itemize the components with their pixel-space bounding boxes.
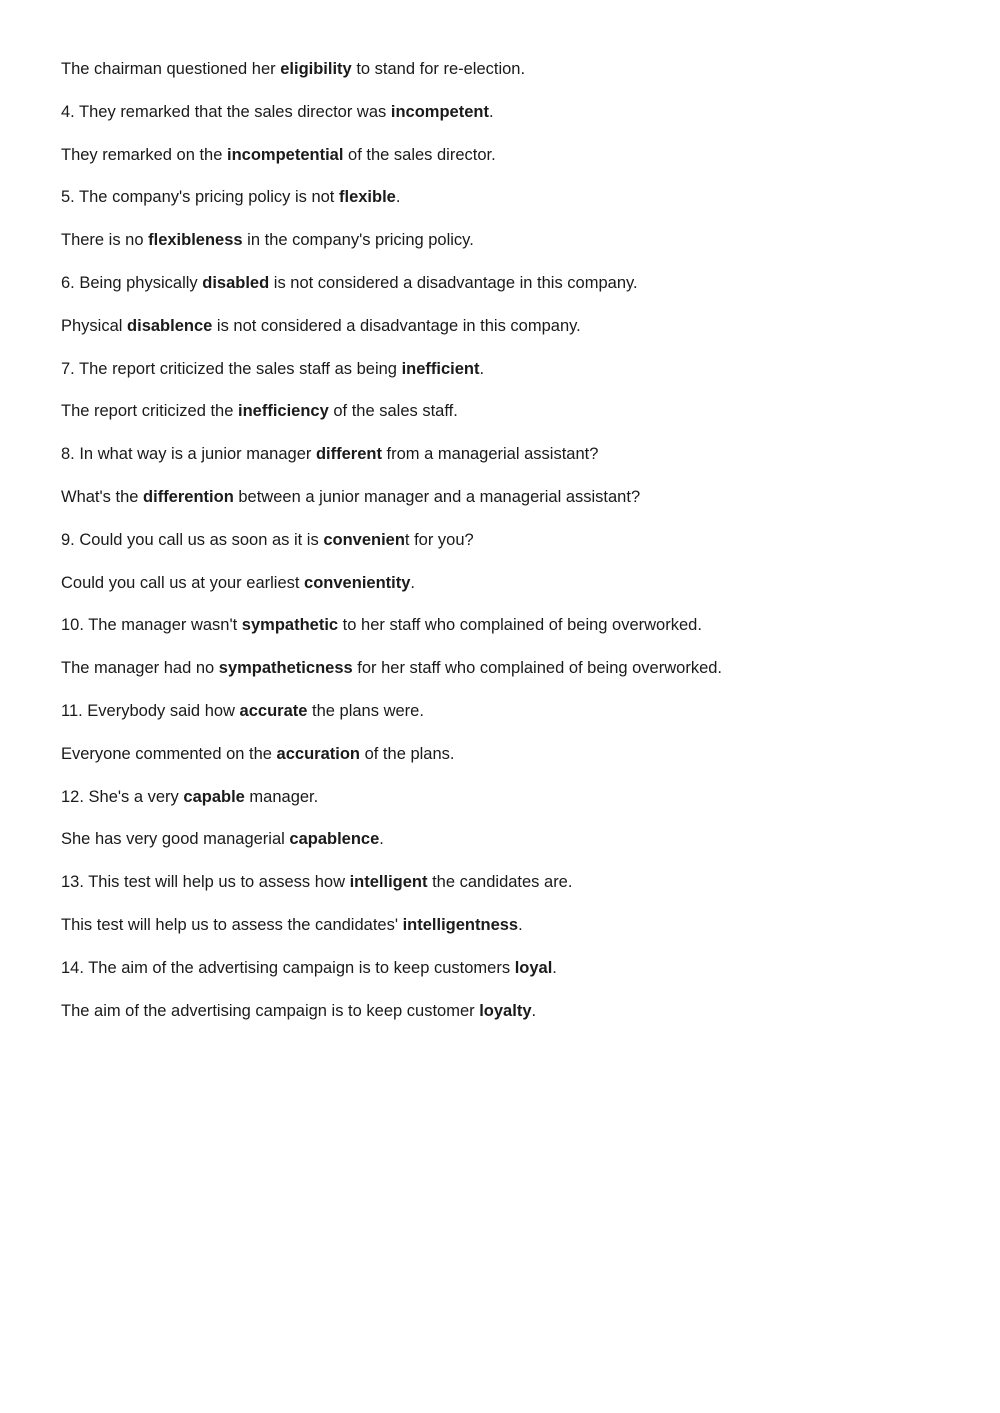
keyword: inefficient (401, 359, 480, 378)
sentence-text: is not considered a disadvantage in this company. (269, 273, 638, 292)
sentence-line (61, 1000, 961, 1022)
keyword: convenientity (304, 573, 411, 592)
sentence-text: for her staff who complained of being overworked. (352, 659, 723, 678)
sentence-line (61, 58, 961, 80)
sentence-text: 14. The aim of the advertising campaign is to keep customers (61, 958, 515, 977)
sentence-line (61, 914, 961, 936)
sentence-text: of the sales staff. (328, 402, 458, 421)
keyword: different (315, 445, 382, 464)
sentence-text: the candidates are. (427, 873, 573, 892)
sentence-text: The report criticized the (61, 402, 238, 421)
sentence-line (61, 101, 961, 123)
keyword: eligibility (280, 60, 352, 78)
sentence-text: . (518, 915, 523, 934)
sentence-text: 11. Everybody said how (61, 701, 240, 720)
sentence-line (61, 186, 961, 208)
sentence-text: . (395, 188, 401, 207)
sentence-line (61, 700, 961, 722)
sentence-text: 6. Being physically (61, 273, 203, 292)
sentence-line (61, 529, 961, 551)
sentence-text: . (531, 1001, 537, 1020)
sentence-text: She has very good managerial (61, 830, 290, 849)
sentence-line (61, 828, 961, 850)
keyword: flexibleness (148, 231, 243, 250)
sentence-text: . (479, 359, 485, 378)
sentence-line (61, 957, 961, 979)
sentence-line (61, 743, 961, 765)
sentence-text: The aim of the advertising campaign is to keep customer (61, 1001, 480, 1020)
sentence-text: . (410, 573, 415, 592)
keyword: convenien (323, 530, 405, 549)
keyword: intelligentness (402, 915, 519, 934)
sentence-text: Could you call us at your earliest (61, 573, 305, 592)
worksheet-text (61, 58, 961, 1042)
keyword: capable (183, 787, 245, 806)
sentence-text: 10. The manager wasn't (61, 616, 242, 635)
keyword: differention (143, 487, 234, 506)
sentence-text: They remarked on the (61, 145, 227, 164)
sentence-text: the plans were. (307, 701, 424, 720)
keyword: intelligent (349, 873, 428, 892)
sentence-text: Physical (61, 316, 128, 335)
sentence-text: of the sales director. (343, 145, 496, 164)
sentence-text: t for you? (404, 530, 474, 549)
sentence-text: manager. (244, 787, 319, 806)
keyword: disablence (127, 316, 213, 335)
sentence-text: from a managerial assistant? (381, 445, 599, 464)
sentence-text: to stand for re-election. (351, 60, 526, 78)
sentence-text: 4. They remarked that the sales director was (61, 102, 391, 121)
sentence-line (61, 443, 961, 465)
keyword: loyal (514, 958, 553, 977)
sentence-text: 12. She's a very (61, 787, 184, 806)
sentence-line (61, 358, 961, 380)
sentence-text: This test will help us to assess the candidates' (61, 915, 403, 934)
sentence-text: 7. The report criticized the sales staff as being (61, 359, 402, 378)
keyword: accuration (276, 744, 360, 763)
keyword: incompetential (227, 145, 344, 164)
sentence-text: to her staff who complained of being overworked. (338, 616, 702, 635)
sentence-text: The manager had no (61, 659, 219, 678)
sentence-text: There is no (61, 231, 149, 250)
sentence-text: . (488, 102, 494, 121)
sentence-text: 5. The company's pricing policy is not (61, 188, 339, 207)
sentence-line (61, 871, 961, 893)
sentence-line (61, 486, 961, 508)
keyword: capablence (289, 830, 380, 849)
sentence-text: Everyone commented on the (61, 744, 277, 763)
sentence-text: in the company's pricing policy. (242, 231, 474, 250)
keyword: flexible (338, 188, 396, 207)
keyword: accurate (239, 701, 308, 720)
sentence-line (61, 786, 961, 808)
sentence-line (61, 229, 961, 251)
keyword: incompetent (390, 102, 489, 121)
sentence-line (61, 614, 961, 636)
sentence-text: . (379, 830, 384, 849)
keyword: sympatheticness (218, 659, 353, 678)
sentence-line (61, 315, 961, 337)
keyword: disabled (202, 273, 270, 292)
sentence-text: of the plans. (360, 744, 455, 763)
sentence-line (61, 272, 961, 294)
sentence-text: 8. In what way is a junior manager (61, 445, 316, 464)
sentence-line (61, 144, 961, 166)
sentence-line (61, 572, 961, 594)
sentence-text: What's the (61, 487, 144, 506)
sentence-text: . (552, 958, 557, 977)
sentence-text: 9. Could you call us as soon as it is (61, 530, 324, 549)
sentence-line (61, 657, 961, 679)
sentence-text: is not considered a disadvantage in this company. (212, 316, 581, 335)
keyword: sympathetic (241, 616, 339, 635)
keyword: loyalty (479, 1001, 532, 1020)
sentence-text: 13. This test will help us to assess how (61, 873, 350, 892)
sentence-text: between a junior manager and a managerial assistant? (233, 487, 641, 506)
sentence-line (61, 400, 961, 422)
sentence-text: The chairman questioned her (61, 60, 281, 78)
keyword: inefficiency (238, 402, 329, 421)
